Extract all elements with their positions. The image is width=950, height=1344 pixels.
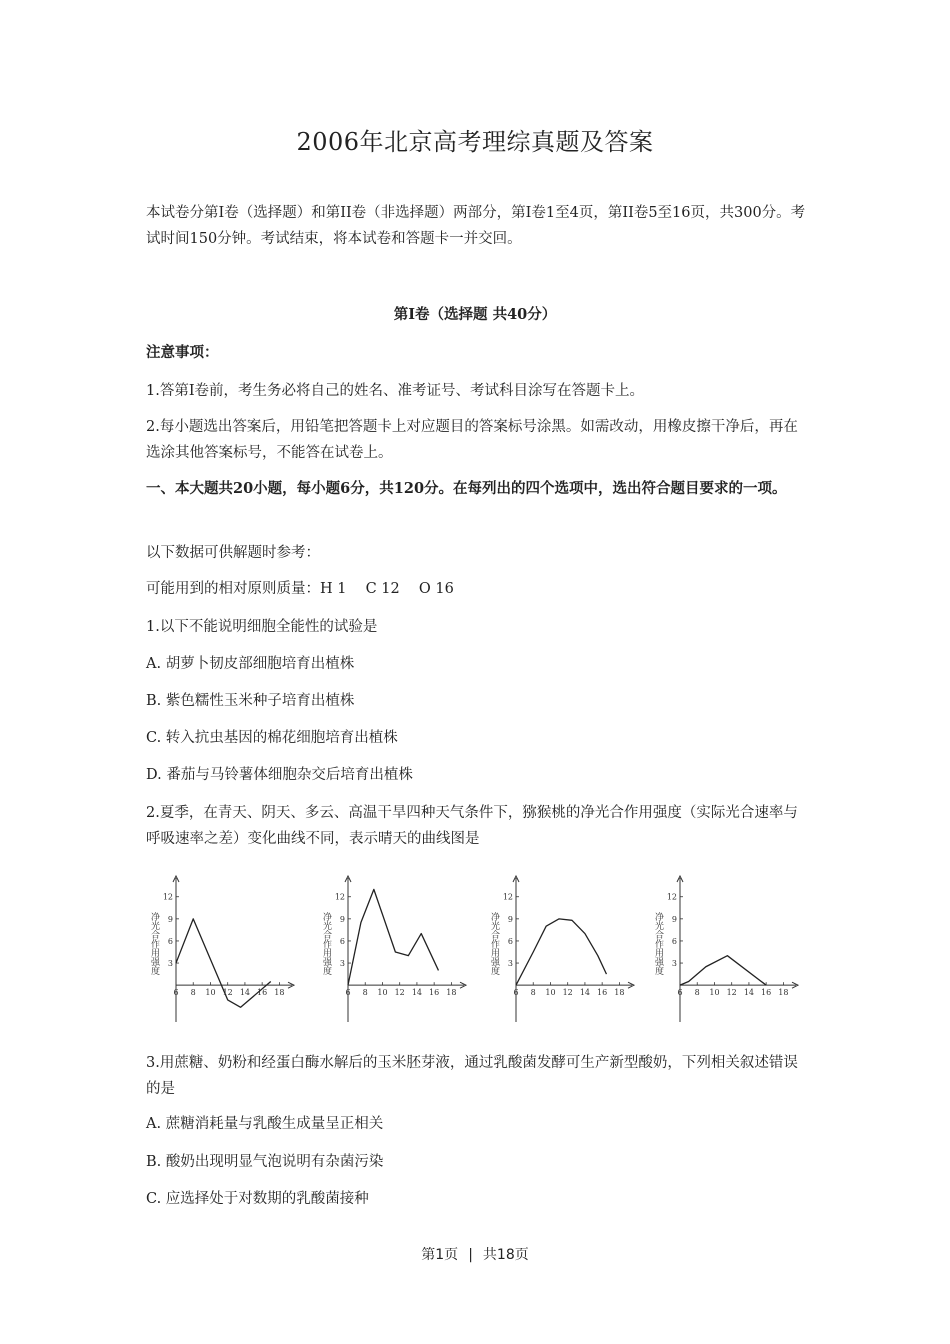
footer-page-number: 第1页: [421, 1247, 459, 1263]
series-line: [516, 919, 606, 985]
y-tick-label: 12: [334, 892, 345, 902]
chart-2-svg: [318, 872, 468, 1032]
notice-item-1: 1.答第Ⅰ卷前，考生务必将自己的姓名、准考证号、考试科目涂写在答题卡上。: [146, 383, 645, 399]
x-tick-label: 14: [743, 988, 755, 998]
q3-option-c: C. 应选择处于对数期的乳酸菌接种: [146, 1191, 369, 1207]
y-axis-label: 净光合作用强度: [489, 912, 499, 975]
intro-paragraph: 本试卷分第Ⅰ卷（选择题）和第II卷（非选择题）两部分，第Ⅰ卷1至4页，第II卷5至16页，共300分。考试时间150分钟。考试结束，将本试卷和答题卡一并交回。: [146, 205, 806, 247]
y-tick-label: 3: [167, 959, 173, 969]
chart-1: [146, 872, 296, 1032]
x-tick-label: 6: [173, 988, 179, 998]
q1-option-b: B. 紫色糯性玉米种子培育出植株: [146, 693, 355, 709]
y-tick-label: 3: [507, 959, 513, 969]
y-tick-label: 9: [507, 914, 513, 924]
x-tick-label: 18: [614, 988, 625, 998]
q1-stem: 1.以下不能说明细胞全能性的试验是: [146, 619, 378, 635]
y-tick-label: 6: [167, 936, 173, 946]
q3-option-a: A. 蔗糖消耗量与乳酸生成量呈正相关: [146, 1116, 384, 1132]
x-tick-label: 10: [205, 988, 216, 998]
section-title: 第Ⅰ卷（选择题 共40分）: [393, 306, 557, 323]
x-tick-label: 8: [190, 988, 196, 998]
chart-4-svg: [650, 872, 800, 1032]
notice-heading: 注意事项：: [146, 344, 219, 361]
chart-3: [486, 872, 636, 1032]
q2-stem: 2.夏季，在青天、阴天、多云、高温干旱四种天气条件下，猕猴桃的净光合作用强度（实际光合速率与呼吸速率之差）变化曲线不同，表示晴天的曲线图是: [146, 805, 798, 847]
x-tick-label: 10: [545, 988, 556, 998]
x-tick-label: 8: [694, 988, 700, 998]
x-tick-label: 14: [239, 988, 251, 998]
x-tick-label: 12: [394, 988, 405, 998]
x-tick-label: 16: [429, 988, 440, 998]
x-tick-label: 8: [362, 988, 368, 998]
part1-heading: 一、本大题共20小题，每小题6分，共120分。在每列出的四个选项中，选出符合题目要求的一项。: [146, 480, 787, 497]
x-tick-label: 10: [709, 988, 720, 998]
q2-charts: [146, 872, 812, 1032]
reference-line: 以下数据可供解题时参考：: [146, 545, 320, 561]
x-tick-label: 8: [530, 988, 536, 998]
y-tick-label: 9: [167, 914, 173, 924]
x-tick-label: 18: [778, 988, 789, 998]
atomic-mass-line: 可能用到的相对原则质量：H 1 C 12 O 16: [146, 581, 454, 597]
q1-option-c: C. 转入抗虫基因的棉花细胞培育出植株: [146, 730, 398, 746]
y-axis-label: 净光合作用强度: [149, 912, 159, 975]
y-tick-label: 6: [671, 936, 677, 946]
y-tick-label: 12: [502, 892, 513, 902]
chart-2: [318, 872, 468, 1032]
page-footer: [0, 1244, 950, 1264]
notice-item-2: 2.每小题选出答案后，用铅笔把答题卡上对应题目的答案标号涂黑。如需改动，用橡皮擦干净后，再在选涂其他答案标号，不能答在试卷上。: [146, 419, 798, 461]
x-tick-label: 6: [513, 988, 519, 998]
x-tick-label: 18: [446, 988, 457, 998]
footer-separator: |: [468, 1247, 473, 1263]
chart-1-svg: [146, 872, 296, 1032]
y-axis-label: 净光合作用强度: [653, 912, 663, 975]
y-tick-label: 9: [339, 914, 345, 924]
footer-total-pages: 共18页: [482, 1247, 529, 1263]
q1-option-d: D. 番茄与马铃薯体细胞杂交后培育出植株: [146, 767, 413, 783]
y-axis-label: 净光合作用强度: [321, 912, 331, 975]
x-tick-label: 10: [377, 988, 388, 998]
x-tick-label: 14: [411, 988, 423, 998]
x-tick-label: 12: [726, 988, 737, 998]
y-tick-label: 12: [162, 892, 173, 902]
x-tick-label: 18: [274, 988, 285, 998]
q3-stem: 3.用蔗糖、奶粉和经蛋白酶水解后的玉米胚芽液，通过乳酸菌发酵可生产新型酸奶，下列相关叙述错误的是: [146, 1055, 798, 1097]
doc-title: 2006年北京高考理综真题及答案: [296, 128, 654, 156]
y-tick-label: 3: [339, 959, 345, 969]
x-tick-label: 16: [761, 988, 772, 998]
x-tick-label: 12: [562, 988, 573, 998]
y-tick-label: 12: [666, 892, 677, 902]
y-tick-label: 6: [507, 936, 513, 946]
x-tick-label: 6: [677, 988, 683, 998]
q1-option-a: A. 胡萝卜韧皮部细胞培育出植株: [146, 656, 355, 672]
y-tick-label: 6: [339, 936, 345, 946]
chart-4: [650, 872, 800, 1032]
series-line: [348, 889, 438, 985]
q3-option-b: B. 酸奶出现明显气泡说明有杂菌污染: [146, 1154, 384, 1170]
x-tick-label: 16: [257, 988, 268, 998]
x-tick-label: 12: [222, 988, 233, 998]
series-line: [680, 956, 766, 985]
x-tick-label: 6: [345, 988, 351, 998]
chart-3-svg: [486, 872, 636, 1032]
x-tick-label: 16: [597, 988, 608, 998]
x-tick-label: 14: [579, 988, 591, 998]
y-tick-label: 9: [671, 914, 677, 924]
y-tick-label: 3: [671, 959, 677, 969]
